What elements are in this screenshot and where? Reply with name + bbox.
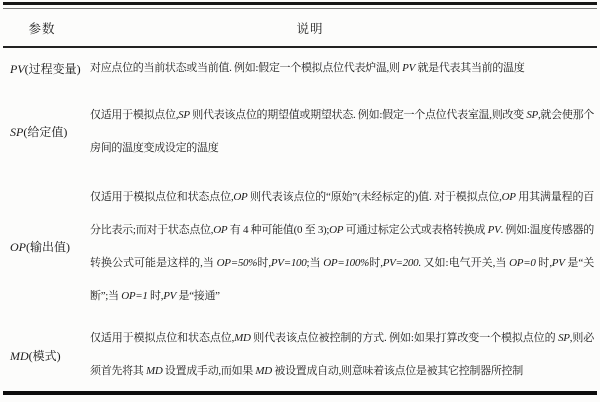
desc-cell	[88, 89, 597, 174]
header-desc-label: 说明	[296, 21, 324, 36]
header-cell-desc	[81, 9, 597, 46]
header-param-label: 参数	[28, 21, 56, 36]
param-cell	[3, 89, 88, 174]
parameter-table	[3, 2, 597, 395]
param-cell	[3, 174, 88, 319]
bottom-rule	[3, 391, 597, 395]
header-cell-param	[3, 9, 81, 46]
desc-cell	[88, 48, 597, 89]
desc-cell	[88, 319, 597, 391]
desc-cell	[88, 174, 597, 319]
param-label-op: OP(输出值)	[10, 240, 70, 254]
desc-text-pv: 对应点位的当前状态或当前值. 例如:假定一个模拟点位代表炉温,则 PV 就是代表其当前的温度	[90, 62, 525, 74]
param-label-pv: PV(过程变量)	[10, 62, 81, 76]
desc-text-sp: 仅适用于模拟点位,SP 则代表该点位的期望值或期望状态. 例如:假定一个点位代表室温,则改变 SP,就会使那个房间的温度变成设定的温度	[90, 108, 594, 154]
table-row-sp	[3, 89, 597, 174]
table-row-op	[3, 174, 597, 319]
table-row-pv	[3, 48, 597, 89]
table-row-md	[3, 319, 597, 391]
desc-text-op: 仅适用于模拟点位和状态点位,OP 则代表该点位的“原始”(未经标定的)值. 对于模拟点位,OP 用其满量程的百分比表示;而对于状态点位,OP 有 4 种可能值(0 至 3);OP 可通过标定公式或表格转换成 PV. 例如:温度传感器的转换公式可能是这样的,当 OP=50%时,PV=100;当 OP=100%时,PV=200. 又如:电气开关,当 OP=0 时,PV 是“关断”;当 OP=1 时,PV 是“接通”	[90, 190, 595, 302]
param-cell	[3, 48, 88, 89]
param-label-md: MD(模式)	[10, 348, 61, 363]
param-cell	[3, 319, 88, 391]
param-label-sp: SP(给定值)	[10, 125, 68, 139]
desc-text-md: 仅适用于模拟点位和状态点位,MD 则代表该点位被控制的方式. 例如:如果打算改变一个模拟点位的 SP,则必须首先将其 MD 设置成手动,而如果 MD 被设置成自动,则意味着该点位是被其它控制器所控制	[90, 332, 594, 377]
table-header-row	[3, 9, 597, 46]
top-rule-thick	[3, 2, 597, 5]
